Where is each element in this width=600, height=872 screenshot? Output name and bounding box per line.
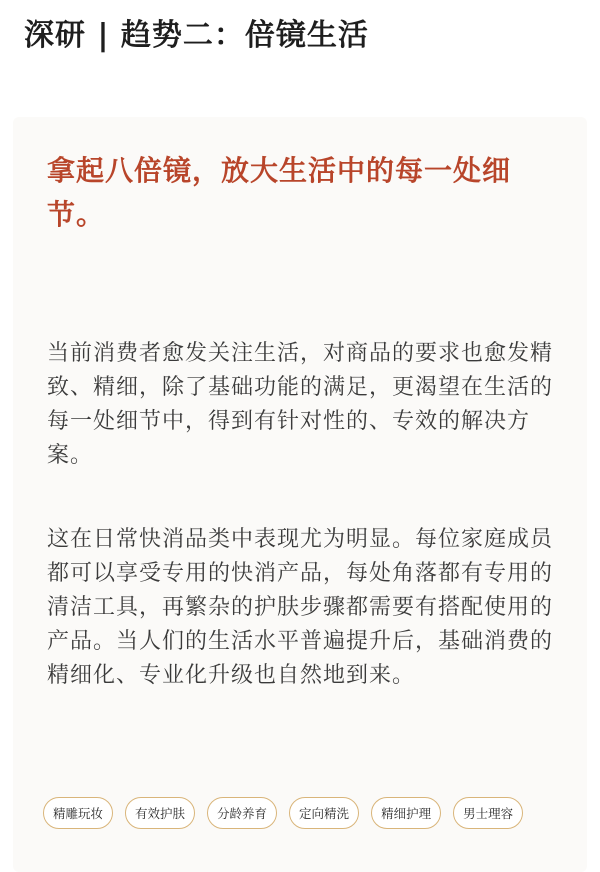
- article-paragraph-2: 这在日常快消品类中表现尤为明显。每位家庭成员都可以享受专用的快消产品，每处角落都有专用的清洁工具，再繁杂的护肤步骤都需要有搭配使用的产品。当人们的生活水平普遍提升后，基础消费的精细化、专业化升级也自然地到来。: [47, 527, 554, 688]
- tag-list: [43, 797, 523, 829]
- article-headline: 拿起八倍镜，放大生活中的每一处细节。: [47, 154, 512, 231]
- tag-parenting: 分龄养育: [207, 797, 277, 829]
- article-paragraph-1: 当前消费者愈发关注生活，对商品的要求也愈发精致、精细，除了基础功能的满足，更渴望在生活的每一处细节中，得到有针对性的、专效的解决方案。: [47, 341, 554, 468]
- tag-skincare: 有效护肤: [125, 797, 195, 829]
- tag-washing: 定向精洗: [289, 797, 359, 829]
- tag-makeup: 精雕玩妆: [43, 797, 113, 829]
- tag-care: 精细护理: [371, 797, 441, 829]
- page-title: 深研 | 趋势二：倍镜生活: [24, 18, 369, 53]
- article-card: [13, 117, 587, 872]
- tag-men-grooming: 男士理容: [453, 797, 523, 829]
